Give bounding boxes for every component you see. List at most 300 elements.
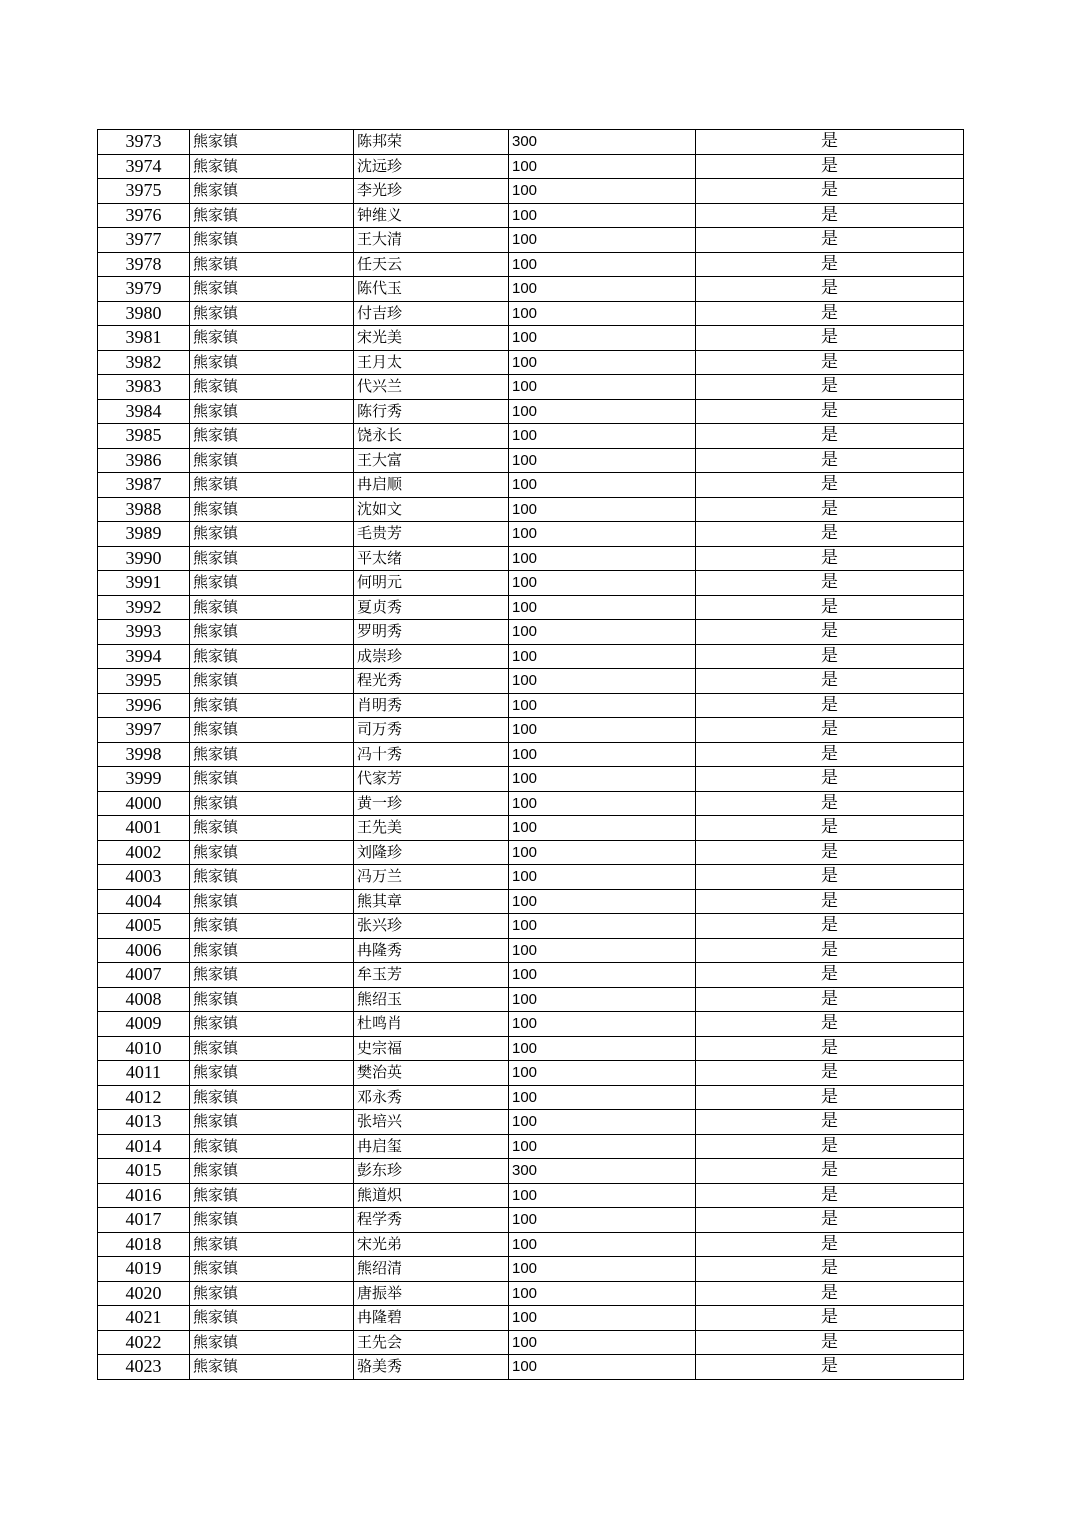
cell-id: 3986: [98, 448, 190, 473]
cell-name: 沈如文: [354, 497, 509, 522]
cell-amount: 100: [509, 938, 696, 963]
cell-amount: 100: [509, 1257, 696, 1282]
table-row: [98, 767, 964, 792]
cell-amount: 100: [509, 497, 696, 522]
cell-name: 王大清: [354, 228, 509, 253]
table-row: [98, 424, 964, 449]
cell-flag: 是: [696, 938, 964, 963]
cell-flag: 是: [696, 546, 964, 571]
cell-flag: 是: [696, 424, 964, 449]
cell-town: 熊家镇: [190, 987, 354, 1012]
table-row: [98, 1012, 964, 1037]
cell-amount: 100: [509, 742, 696, 767]
cell-name: 刘隆珍: [354, 840, 509, 865]
table-body: [98, 130, 964, 1380]
cell-amount: 100: [509, 326, 696, 351]
cell-name: 程学秀: [354, 1208, 509, 1233]
cell-amount: 100: [509, 1036, 696, 1061]
table-row: [98, 1306, 964, 1331]
cell-id: 4014: [98, 1134, 190, 1159]
cell-id: 4004: [98, 889, 190, 914]
cell-name: 王月太: [354, 350, 509, 375]
cell-town: 熊家镇: [190, 816, 354, 841]
cell-amount: 100: [509, 1355, 696, 1380]
cell-amount: 100: [509, 693, 696, 718]
cell-name: 代家芳: [354, 767, 509, 792]
table-row: [98, 840, 964, 865]
cell-town: 熊家镇: [190, 595, 354, 620]
cell-amount: 100: [509, 840, 696, 865]
cell-name: 陈邦荣: [354, 130, 509, 155]
cell-id: 3975: [98, 179, 190, 204]
cell-flag: 是: [696, 816, 964, 841]
cell-town: 熊家镇: [190, 154, 354, 179]
cell-town: 熊家镇: [190, 301, 354, 326]
cell-amount: 100: [509, 375, 696, 400]
table-row: [98, 571, 964, 596]
cell-town: 熊家镇: [190, 742, 354, 767]
cell-town: 熊家镇: [190, 1257, 354, 1282]
table-row: [98, 154, 964, 179]
cell-flag: 是: [696, 1159, 964, 1184]
cell-flag: 是: [696, 203, 964, 228]
cell-id: 4021: [98, 1306, 190, 1331]
cell-flag: 是: [696, 522, 964, 547]
cell-amount: 100: [509, 1232, 696, 1257]
cell-amount: 100: [509, 203, 696, 228]
table-row: [98, 252, 964, 277]
table-row: [98, 1036, 964, 1061]
cell-amount: 100: [509, 1281, 696, 1306]
cell-town: 熊家镇: [190, 473, 354, 498]
cell-flag: 是: [696, 742, 964, 767]
cell-id: 4022: [98, 1330, 190, 1355]
cell-amount: 100: [509, 350, 696, 375]
table-row: [98, 277, 964, 302]
cell-flag: 是: [696, 350, 964, 375]
cell-amount: 100: [509, 1134, 696, 1159]
cell-flag: 是: [696, 473, 964, 498]
cell-town: 熊家镇: [190, 203, 354, 228]
cell-id: 4000: [98, 791, 190, 816]
table-row: [98, 522, 964, 547]
cell-flag: 是: [696, 448, 964, 473]
cell-flag: 是: [696, 326, 964, 351]
table-row: [98, 742, 964, 767]
cell-flag: 是: [696, 154, 964, 179]
cell-town: 熊家镇: [190, 1085, 354, 1110]
cell-flag: 是: [696, 1355, 964, 1380]
table-row: [98, 1061, 964, 1086]
cell-name: 熊其章: [354, 889, 509, 914]
table-row: [98, 1355, 964, 1380]
cell-id: 4020: [98, 1281, 190, 1306]
cell-id: 4012: [98, 1085, 190, 1110]
cell-town: 熊家镇: [190, 718, 354, 743]
cell-name: 冉启顺: [354, 473, 509, 498]
cell-flag: 是: [696, 1110, 964, 1135]
cell-town: 熊家镇: [190, 889, 354, 914]
cell-name: 夏贞秀: [354, 595, 509, 620]
table-row: [98, 963, 964, 988]
cell-town: 熊家镇: [190, 865, 354, 890]
cell-name: 平太绪: [354, 546, 509, 571]
table-row: [98, 350, 964, 375]
cell-amount: 100: [509, 767, 696, 792]
cell-name: 成崇珍: [354, 644, 509, 669]
cell-id: 3983: [98, 375, 190, 400]
table-row: [98, 497, 964, 522]
cell-flag: 是: [696, 130, 964, 155]
cell-amount: 100: [509, 179, 696, 204]
cell-amount: 100: [509, 595, 696, 620]
cell-id: 3999: [98, 767, 190, 792]
data-table: [97, 129, 964, 1380]
cell-amount: 100: [509, 473, 696, 498]
cell-id: 4023: [98, 1355, 190, 1380]
cell-town: 熊家镇: [190, 1355, 354, 1380]
cell-flag: 是: [696, 620, 964, 645]
cell-flag: 是: [696, 497, 964, 522]
cell-town: 熊家镇: [190, 669, 354, 694]
cell-flag: 是: [696, 1281, 964, 1306]
cell-flag: 是: [696, 1061, 964, 1086]
cell-name: 陈代玉: [354, 277, 509, 302]
cell-name: 杜鸣肖: [354, 1012, 509, 1037]
cell-name: 熊道炽: [354, 1183, 509, 1208]
cell-town: 熊家镇: [190, 252, 354, 277]
cell-id: 3982: [98, 350, 190, 375]
cell-amount: 100: [509, 669, 696, 694]
cell-flag: 是: [696, 595, 964, 620]
cell-town: 熊家镇: [190, 277, 354, 302]
cell-amount: 100: [509, 1208, 696, 1233]
cell-flag: 是: [696, 1183, 964, 1208]
cell-flag: 是: [696, 889, 964, 914]
table-row: [98, 938, 964, 963]
cell-amount: 100: [509, 399, 696, 424]
cell-flag: 是: [696, 840, 964, 865]
cell-name: 邓永秀: [354, 1085, 509, 1110]
cell-town: 熊家镇: [190, 1110, 354, 1135]
cell-amount: 100: [509, 1012, 696, 1037]
cell-id: 3980: [98, 301, 190, 326]
table-row: [98, 595, 964, 620]
cell-id: 3984: [98, 399, 190, 424]
cell-flag: 是: [696, 301, 964, 326]
cell-town: 熊家镇: [190, 693, 354, 718]
table-row: [98, 987, 964, 1012]
cell-name: 樊治英: [354, 1061, 509, 1086]
cell-id: 4007: [98, 963, 190, 988]
cell-name: 宋光美: [354, 326, 509, 351]
cell-id: 3989: [98, 522, 190, 547]
table-row: [98, 620, 964, 645]
cell-name: 司万秀: [354, 718, 509, 743]
table-row: [98, 228, 964, 253]
cell-flag: 是: [696, 669, 964, 694]
cell-flag: 是: [696, 1085, 964, 1110]
cell-amount: 100: [509, 1110, 696, 1135]
cell-town: 熊家镇: [190, 522, 354, 547]
cell-amount: 100: [509, 644, 696, 669]
cell-id: 4001: [98, 816, 190, 841]
cell-name: 饶永长: [354, 424, 509, 449]
cell-flag: 是: [696, 252, 964, 277]
cell-town: 熊家镇: [190, 424, 354, 449]
table-row: [98, 791, 964, 816]
cell-flag: 是: [696, 1257, 964, 1282]
cell-flag: 是: [696, 1036, 964, 1061]
cell-flag: 是: [696, 1134, 964, 1159]
cell-id: 4009: [98, 1012, 190, 1037]
cell-name: 冉隆碧: [354, 1306, 509, 1331]
cell-flag: 是: [696, 865, 964, 890]
cell-name: 黄一珍: [354, 791, 509, 816]
table-row: [98, 546, 964, 571]
cell-amount: 100: [509, 277, 696, 302]
cell-name: 张培兴: [354, 1110, 509, 1135]
cell-name: 程光秀: [354, 669, 509, 694]
cell-name: 肖明秀: [354, 693, 509, 718]
cell-flag: 是: [696, 987, 964, 1012]
cell-flag: 是: [696, 1330, 964, 1355]
table-row: [98, 399, 964, 424]
cell-name: 任天云: [354, 252, 509, 277]
cell-id: 4006: [98, 938, 190, 963]
cell-name: 熊绍玉: [354, 987, 509, 1012]
cell-flag: 是: [696, 644, 964, 669]
cell-id: 4019: [98, 1257, 190, 1282]
cell-name: 唐振举: [354, 1281, 509, 1306]
cell-amount: 100: [509, 252, 696, 277]
table-row: [98, 301, 964, 326]
cell-amount: 300: [509, 130, 696, 155]
cell-name: 冯万兰: [354, 865, 509, 890]
cell-amount: 100: [509, 865, 696, 890]
cell-flag: 是: [696, 399, 964, 424]
cell-id: 4008: [98, 987, 190, 1012]
cell-id: 3998: [98, 742, 190, 767]
cell-id: 4003: [98, 865, 190, 890]
cell-flag: 是: [696, 791, 964, 816]
cell-flag: 是: [696, 718, 964, 743]
cell-town: 熊家镇: [190, 350, 354, 375]
table-row: [98, 1208, 964, 1233]
cell-town: 熊家镇: [190, 1232, 354, 1257]
cell-name: 钟维义: [354, 203, 509, 228]
cell-amount: 100: [509, 1085, 696, 1110]
cell-id: 3977: [98, 228, 190, 253]
cell-flag: 是: [696, 179, 964, 204]
cell-amount: 100: [509, 914, 696, 939]
cell-id: 3988: [98, 497, 190, 522]
cell-flag: 是: [696, 1232, 964, 1257]
cell-id: 4011: [98, 1061, 190, 1086]
table-row: [98, 448, 964, 473]
cell-name: 陈行秀: [354, 399, 509, 424]
cell-id: 3990: [98, 546, 190, 571]
cell-amount: 100: [509, 1330, 696, 1355]
cell-town: 熊家镇: [190, 1306, 354, 1331]
table-row: [98, 1281, 964, 1306]
cell-town: 熊家镇: [190, 179, 354, 204]
cell-town: 熊家镇: [190, 1330, 354, 1355]
table-row: [98, 1134, 964, 1159]
cell-amount: 100: [509, 718, 696, 743]
cell-id: 3981: [98, 326, 190, 351]
cell-town: 熊家镇: [190, 1159, 354, 1184]
cell-amount: 100: [509, 448, 696, 473]
cell-flag: 是: [696, 1012, 964, 1037]
cell-id: 3994: [98, 644, 190, 669]
table-row: [98, 473, 964, 498]
cell-name: 彭东珍: [354, 1159, 509, 1184]
cell-flag: 是: [696, 571, 964, 596]
cell-name: 张兴珍: [354, 914, 509, 939]
cell-town: 熊家镇: [190, 375, 354, 400]
cell-id: 3991: [98, 571, 190, 596]
cell-amount: 100: [509, 228, 696, 253]
cell-flag: 是: [696, 693, 964, 718]
cell-flag: 是: [696, 277, 964, 302]
cell-town: 熊家镇: [190, 963, 354, 988]
cell-amount: 100: [509, 987, 696, 1012]
cell-name: 王先会: [354, 1330, 509, 1355]
cell-amount: 100: [509, 1183, 696, 1208]
cell-id: 3985: [98, 424, 190, 449]
cell-town: 熊家镇: [190, 840, 354, 865]
cell-town: 熊家镇: [190, 326, 354, 351]
cell-amount: 100: [509, 522, 696, 547]
cell-name: 代兴兰: [354, 375, 509, 400]
cell-amount: 100: [509, 571, 696, 596]
table-row: [98, 693, 964, 718]
cell-town: 熊家镇: [190, 571, 354, 596]
table-row: [98, 816, 964, 841]
cell-amount: 100: [509, 154, 696, 179]
cell-id: 4013: [98, 1110, 190, 1135]
cell-amount: 100: [509, 1306, 696, 1331]
cell-name: 付吉珍: [354, 301, 509, 326]
table-row: [98, 203, 964, 228]
cell-name: 罗明秀: [354, 620, 509, 645]
table-row: [98, 1110, 964, 1135]
table-row: [98, 1330, 964, 1355]
cell-town: 熊家镇: [190, 448, 354, 473]
table-row: [98, 669, 964, 694]
cell-amount: 100: [509, 889, 696, 914]
cell-name: 熊绍清: [354, 1257, 509, 1282]
cell-town: 熊家镇: [190, 914, 354, 939]
table-row: [98, 130, 964, 155]
cell-town: 熊家镇: [190, 938, 354, 963]
cell-name: 冯十秀: [354, 742, 509, 767]
cell-town: 熊家镇: [190, 228, 354, 253]
cell-town: 熊家镇: [190, 1012, 354, 1037]
cell-id: 3993: [98, 620, 190, 645]
cell-flag: 是: [696, 1306, 964, 1331]
table-row: [98, 1183, 964, 1208]
cell-id: 3987: [98, 473, 190, 498]
cell-id: 4005: [98, 914, 190, 939]
cell-name: 王大富: [354, 448, 509, 473]
cell-id: 3997: [98, 718, 190, 743]
cell-flag: 是: [696, 375, 964, 400]
table-row: [98, 326, 964, 351]
cell-town: 熊家镇: [190, 1036, 354, 1061]
cell-name: 何明元: [354, 571, 509, 596]
table-row: [98, 644, 964, 669]
cell-town: 熊家镇: [190, 1183, 354, 1208]
table-row: [98, 718, 964, 743]
cell-amount: 100: [509, 620, 696, 645]
cell-town: 熊家镇: [190, 644, 354, 669]
cell-amount: 100: [509, 546, 696, 571]
cell-id: 4017: [98, 1208, 190, 1233]
table-row: [98, 375, 964, 400]
cell-flag: 是: [696, 914, 964, 939]
cell-id: 4015: [98, 1159, 190, 1184]
cell-id: 3973: [98, 130, 190, 155]
cell-town: 熊家镇: [190, 1281, 354, 1306]
table-row: [98, 1232, 964, 1257]
cell-amount: 100: [509, 301, 696, 326]
cell-town: 熊家镇: [190, 791, 354, 816]
cell-amount: 300: [509, 1159, 696, 1184]
cell-amount: 100: [509, 424, 696, 449]
cell-flag: 是: [696, 767, 964, 792]
cell-town: 熊家镇: [190, 546, 354, 571]
cell-id: 4002: [98, 840, 190, 865]
cell-flag: 是: [696, 1208, 964, 1233]
table-row: [98, 1257, 964, 1282]
cell-name: 冉隆秀: [354, 938, 509, 963]
cell-name: 宋光弟: [354, 1232, 509, 1257]
cell-name: 毛贵芳: [354, 522, 509, 547]
cell-id: 3979: [98, 277, 190, 302]
cell-name: 李光珍: [354, 179, 509, 204]
cell-id: 3996: [98, 693, 190, 718]
cell-id: 4010: [98, 1036, 190, 1061]
cell-id: 3995: [98, 669, 190, 694]
cell-town: 熊家镇: [190, 497, 354, 522]
table-row: [98, 865, 964, 890]
cell-name: 牟玉芳: [354, 963, 509, 988]
cell-amount: 100: [509, 1061, 696, 1086]
cell-name: 王先美: [354, 816, 509, 841]
cell-id: 3976: [98, 203, 190, 228]
table-row: [98, 179, 964, 204]
cell-amount: 100: [509, 816, 696, 841]
cell-town: 熊家镇: [190, 620, 354, 645]
cell-amount: 100: [509, 791, 696, 816]
cell-town: 熊家镇: [190, 1208, 354, 1233]
cell-amount: 100: [509, 963, 696, 988]
cell-name: 骆美秀: [354, 1355, 509, 1380]
cell-id: 3992: [98, 595, 190, 620]
cell-town: 熊家镇: [190, 767, 354, 792]
cell-id: 3978: [98, 252, 190, 277]
cell-name: 冉启玺: [354, 1134, 509, 1159]
cell-flag: 是: [696, 228, 964, 253]
cell-name: 沈远珍: [354, 154, 509, 179]
cell-flag: 是: [696, 963, 964, 988]
cell-id: 4018: [98, 1232, 190, 1257]
table-row: [98, 1085, 964, 1110]
cell-town: 熊家镇: [190, 1134, 354, 1159]
cell-id: 3974: [98, 154, 190, 179]
